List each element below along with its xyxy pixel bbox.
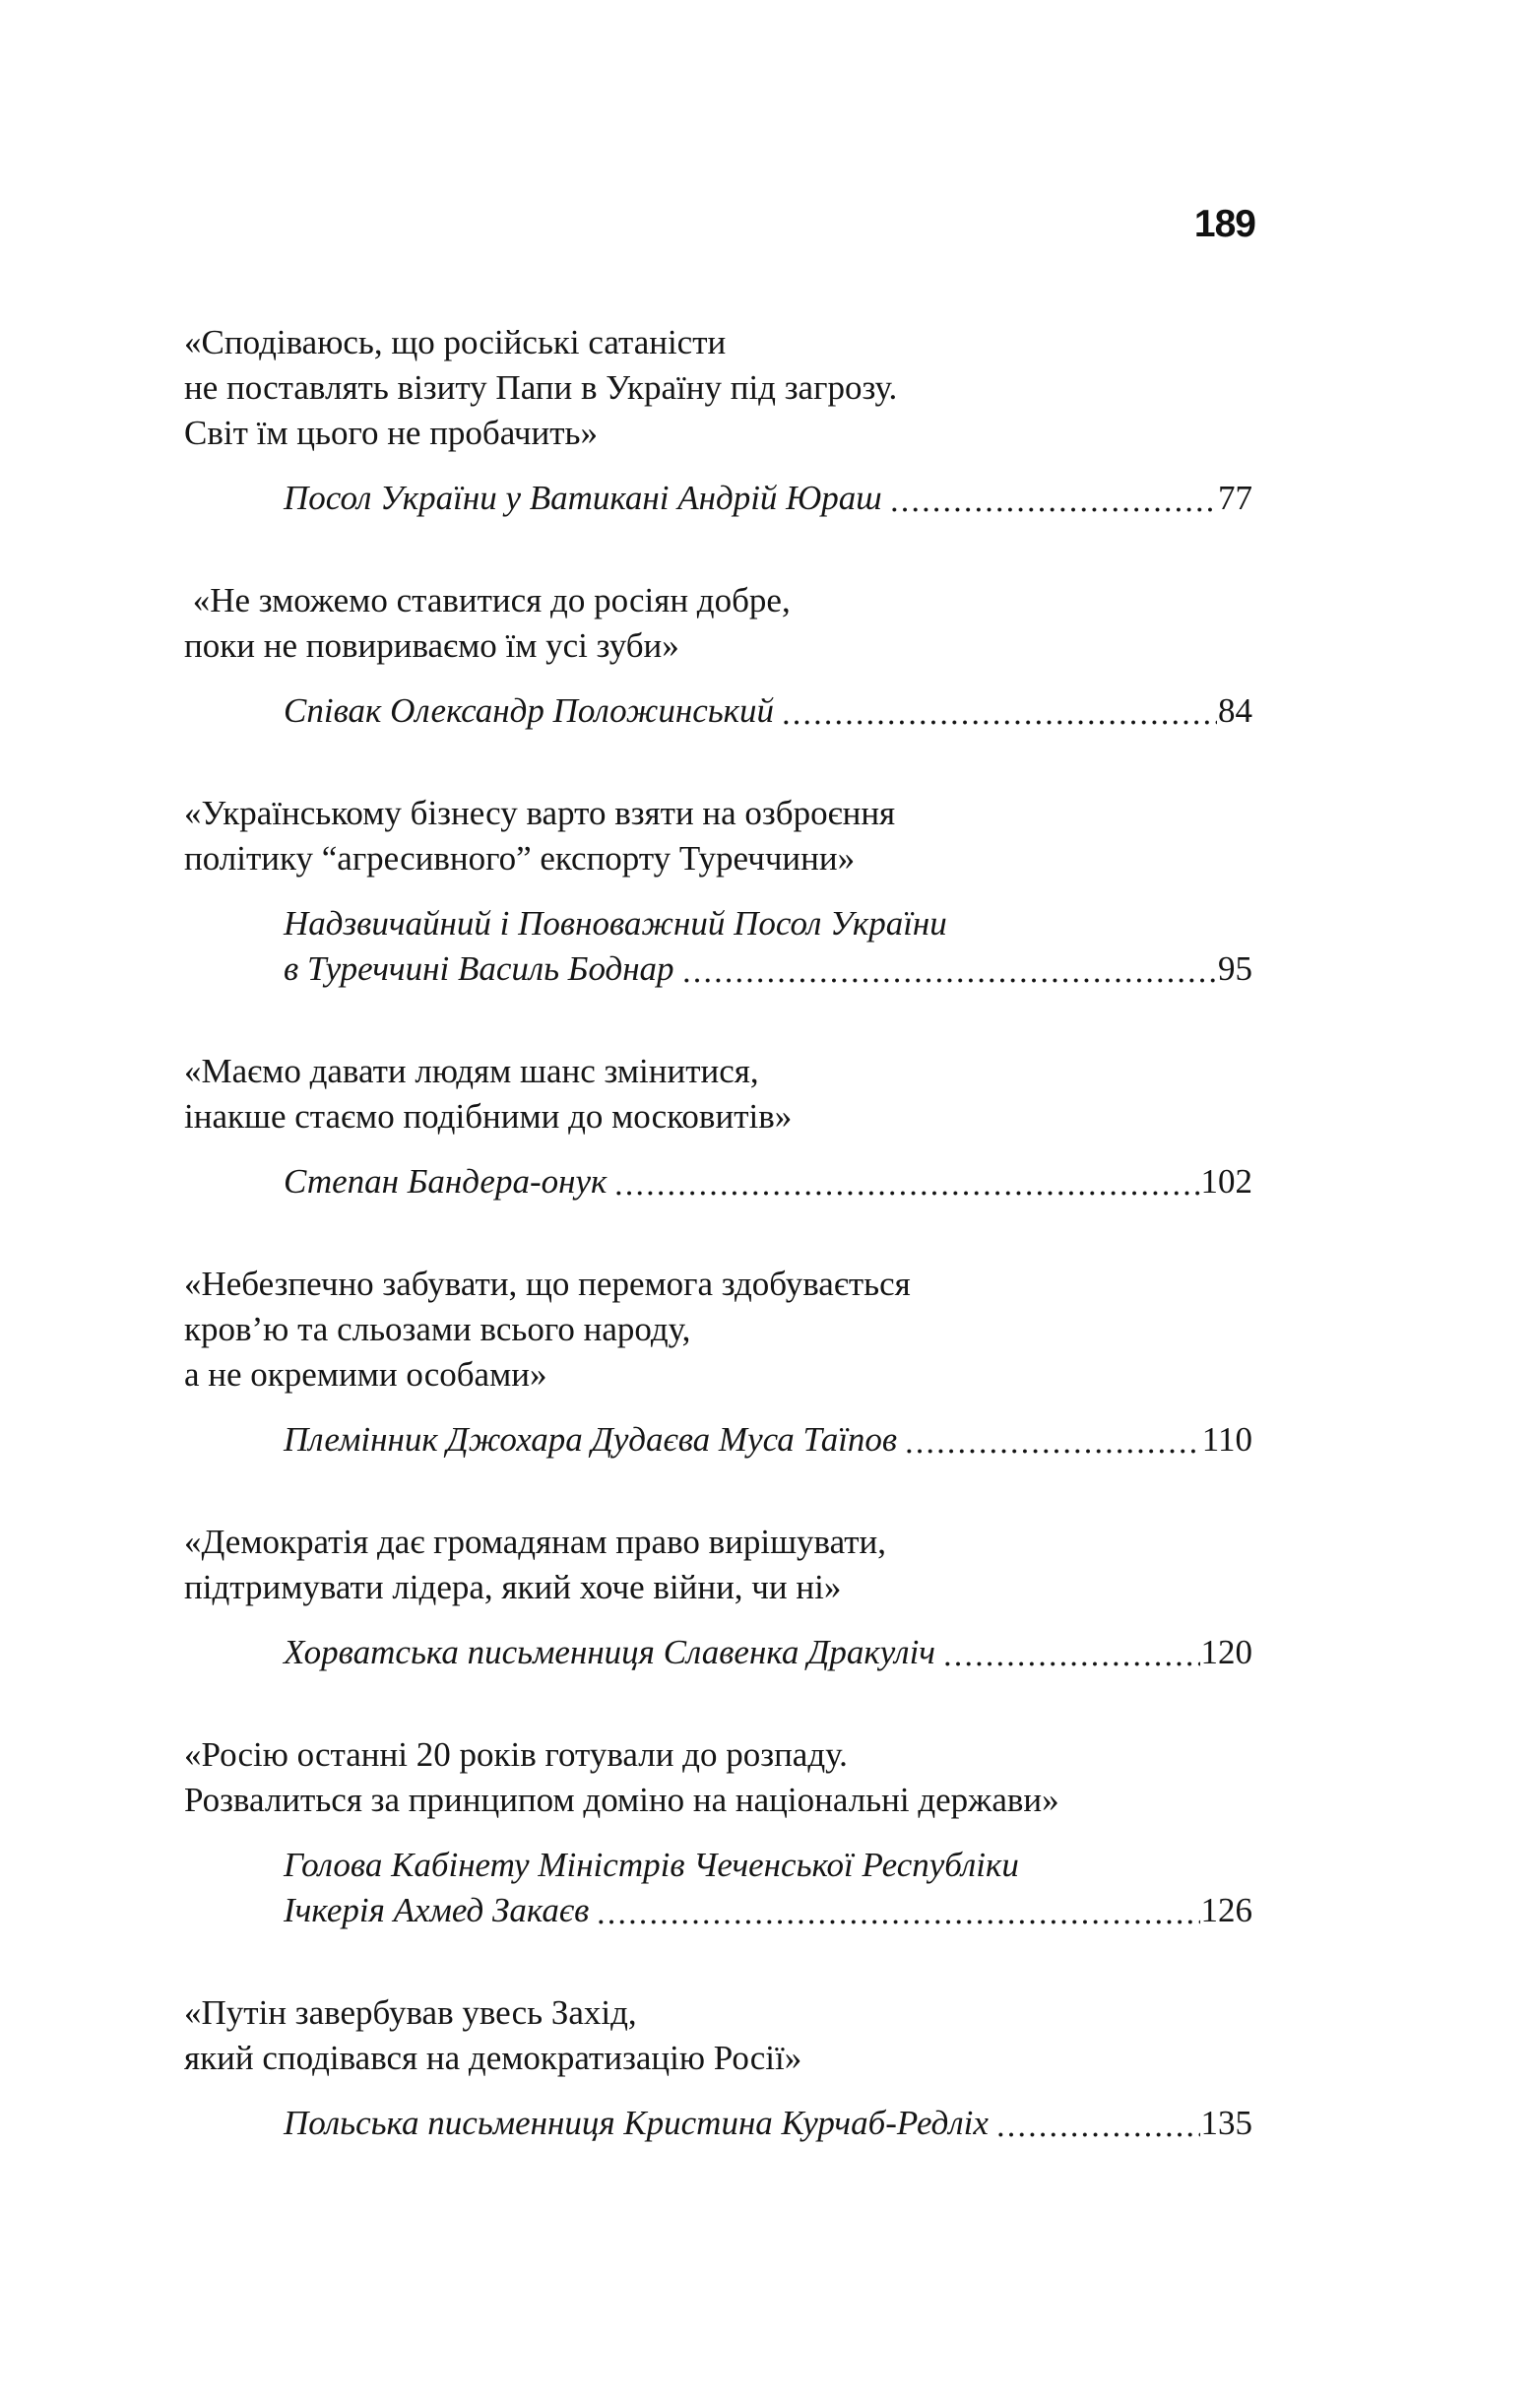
author-row (284, 688, 1252, 734)
quote-lines (184, 578, 1252, 669)
dot-leader (613, 1159, 1199, 1204)
quote-line: не поставлять візиту Папи в Україну під загрозу. (184, 368, 898, 407)
quote-lines (184, 791, 1252, 881)
quote-line: поки не повириваємо їм усі зуби» (184, 626, 679, 665)
dot-leader (995, 2101, 1200, 2146)
author-row (284, 1888, 1252, 1933)
table-of-contents (184, 320, 1252, 2146)
author-name: Ічкерія Ахмед Закаєв (284, 1891, 590, 1929)
author-row (284, 946, 1252, 992)
author-block (184, 688, 1252, 734)
quote-line: «Сподіваюсь, що російські сатаністи (184, 323, 727, 361)
quote-line: який сподівався на демократизацію Росії» (184, 2039, 802, 2077)
author-block (184, 476, 1252, 521)
quote-lines (184, 1520, 1252, 1610)
toc-entry (184, 791, 1252, 992)
author-name: Племінник Джохара Дудаєва Муса Таїпов (284, 1420, 898, 1459)
quote-line: кров’ю та сльозами всього народу, (184, 1310, 691, 1348)
toc-entry (184, 578, 1252, 734)
author-block (184, 1843, 1252, 1933)
quote-line: а не окремими особами» (184, 1355, 547, 1394)
author-line: Надзвичайний і Повноважний Посол України (284, 904, 947, 943)
page-ref: 77 (1218, 479, 1252, 517)
author-block (184, 1159, 1252, 1204)
author-row (284, 1417, 1252, 1463)
quote-line: Світ їм цього не пробачить» (184, 414, 598, 452)
quote-line: «Росію останні 20 років готували до розпаду. (184, 1735, 848, 1774)
page-ref: 135 (1200, 2104, 1252, 2142)
author-block (184, 2101, 1252, 2146)
dot-leader (904, 1417, 1201, 1463)
page-ref: 84 (1218, 691, 1252, 730)
quote-line: «Не зможемо ставитися до росіян добре, (184, 581, 791, 619)
quote-line: Розвалиться за принципом доміно на національні держави» (184, 1781, 1059, 1819)
toc-entry (184, 320, 1252, 521)
page-ref: 110 (1201, 1420, 1252, 1459)
author-name: Польська письменниця Кристина Курчаб-Редліх (284, 2104, 989, 2142)
quote-lines (184, 1262, 1252, 1398)
quote-lines (184, 1049, 1252, 1139)
dot-leader (889, 476, 1217, 521)
author-block (184, 1630, 1252, 1675)
author-row (284, 1630, 1252, 1675)
author-row (284, 1159, 1252, 1204)
quote-line: «Демократія дає громадянам право вирішувати, (184, 1523, 887, 1561)
dot-leader (942, 1630, 1200, 1675)
page-ref: 126 (1200, 1891, 1252, 1929)
quote-line: політику “агресивного” експорту Туреччини» (184, 839, 856, 878)
quote-line: «Українському бізнесу варто взяти на озброєння (184, 794, 896, 832)
quote-lines (184, 320, 1252, 456)
author-name: Степан Бандера-онук (284, 1162, 608, 1201)
dot-leader (781, 688, 1217, 734)
toc-entry (184, 1520, 1252, 1675)
page-ref: 102 (1200, 1162, 1252, 1201)
quote-line: «Путін завербував увесь Захід, (184, 1993, 637, 2032)
page-ref: 120 (1200, 1633, 1252, 1671)
page-ref: 95 (1218, 949, 1252, 988)
dot-leader (596, 1888, 1199, 1933)
quote-line: підтримувати лідера, який хоче війни, чи ні» (184, 1568, 842, 1606)
quote-line: «Небезпечно забувати, що перемога здобувається (184, 1265, 911, 1303)
author-name: Хорватська письменниця Славенка Дракуліч (284, 1633, 935, 1671)
author-row (284, 476, 1252, 521)
page-number: 189 (1193, 203, 1255, 245)
author-line: Голова Кабінету Міністрів Чеченської Республіки (284, 1846, 1019, 1884)
author-row (284, 2101, 1252, 2146)
toc-entry (184, 1049, 1252, 1204)
toc-entry (184, 1732, 1252, 1933)
quote-lines (184, 1990, 1252, 2081)
author-name: в Туреччині Василь Боднар (284, 949, 674, 988)
quote-lines (184, 1732, 1252, 1823)
toc-entry (184, 1990, 1252, 2146)
dot-leader (681, 946, 1217, 992)
toc-entry (184, 1262, 1252, 1463)
quote-line: «Маємо давати людям шанс змінитися, (184, 1052, 759, 1090)
author-block (184, 901, 1252, 992)
author-name: Співак Олександр Положинський (284, 691, 775, 730)
author-name: Посол України у Ватикані Андрій Юраш (284, 479, 882, 517)
quote-line: інакше стаємо подібними до московитів» (184, 1097, 793, 1136)
author-block (184, 1417, 1252, 1463)
